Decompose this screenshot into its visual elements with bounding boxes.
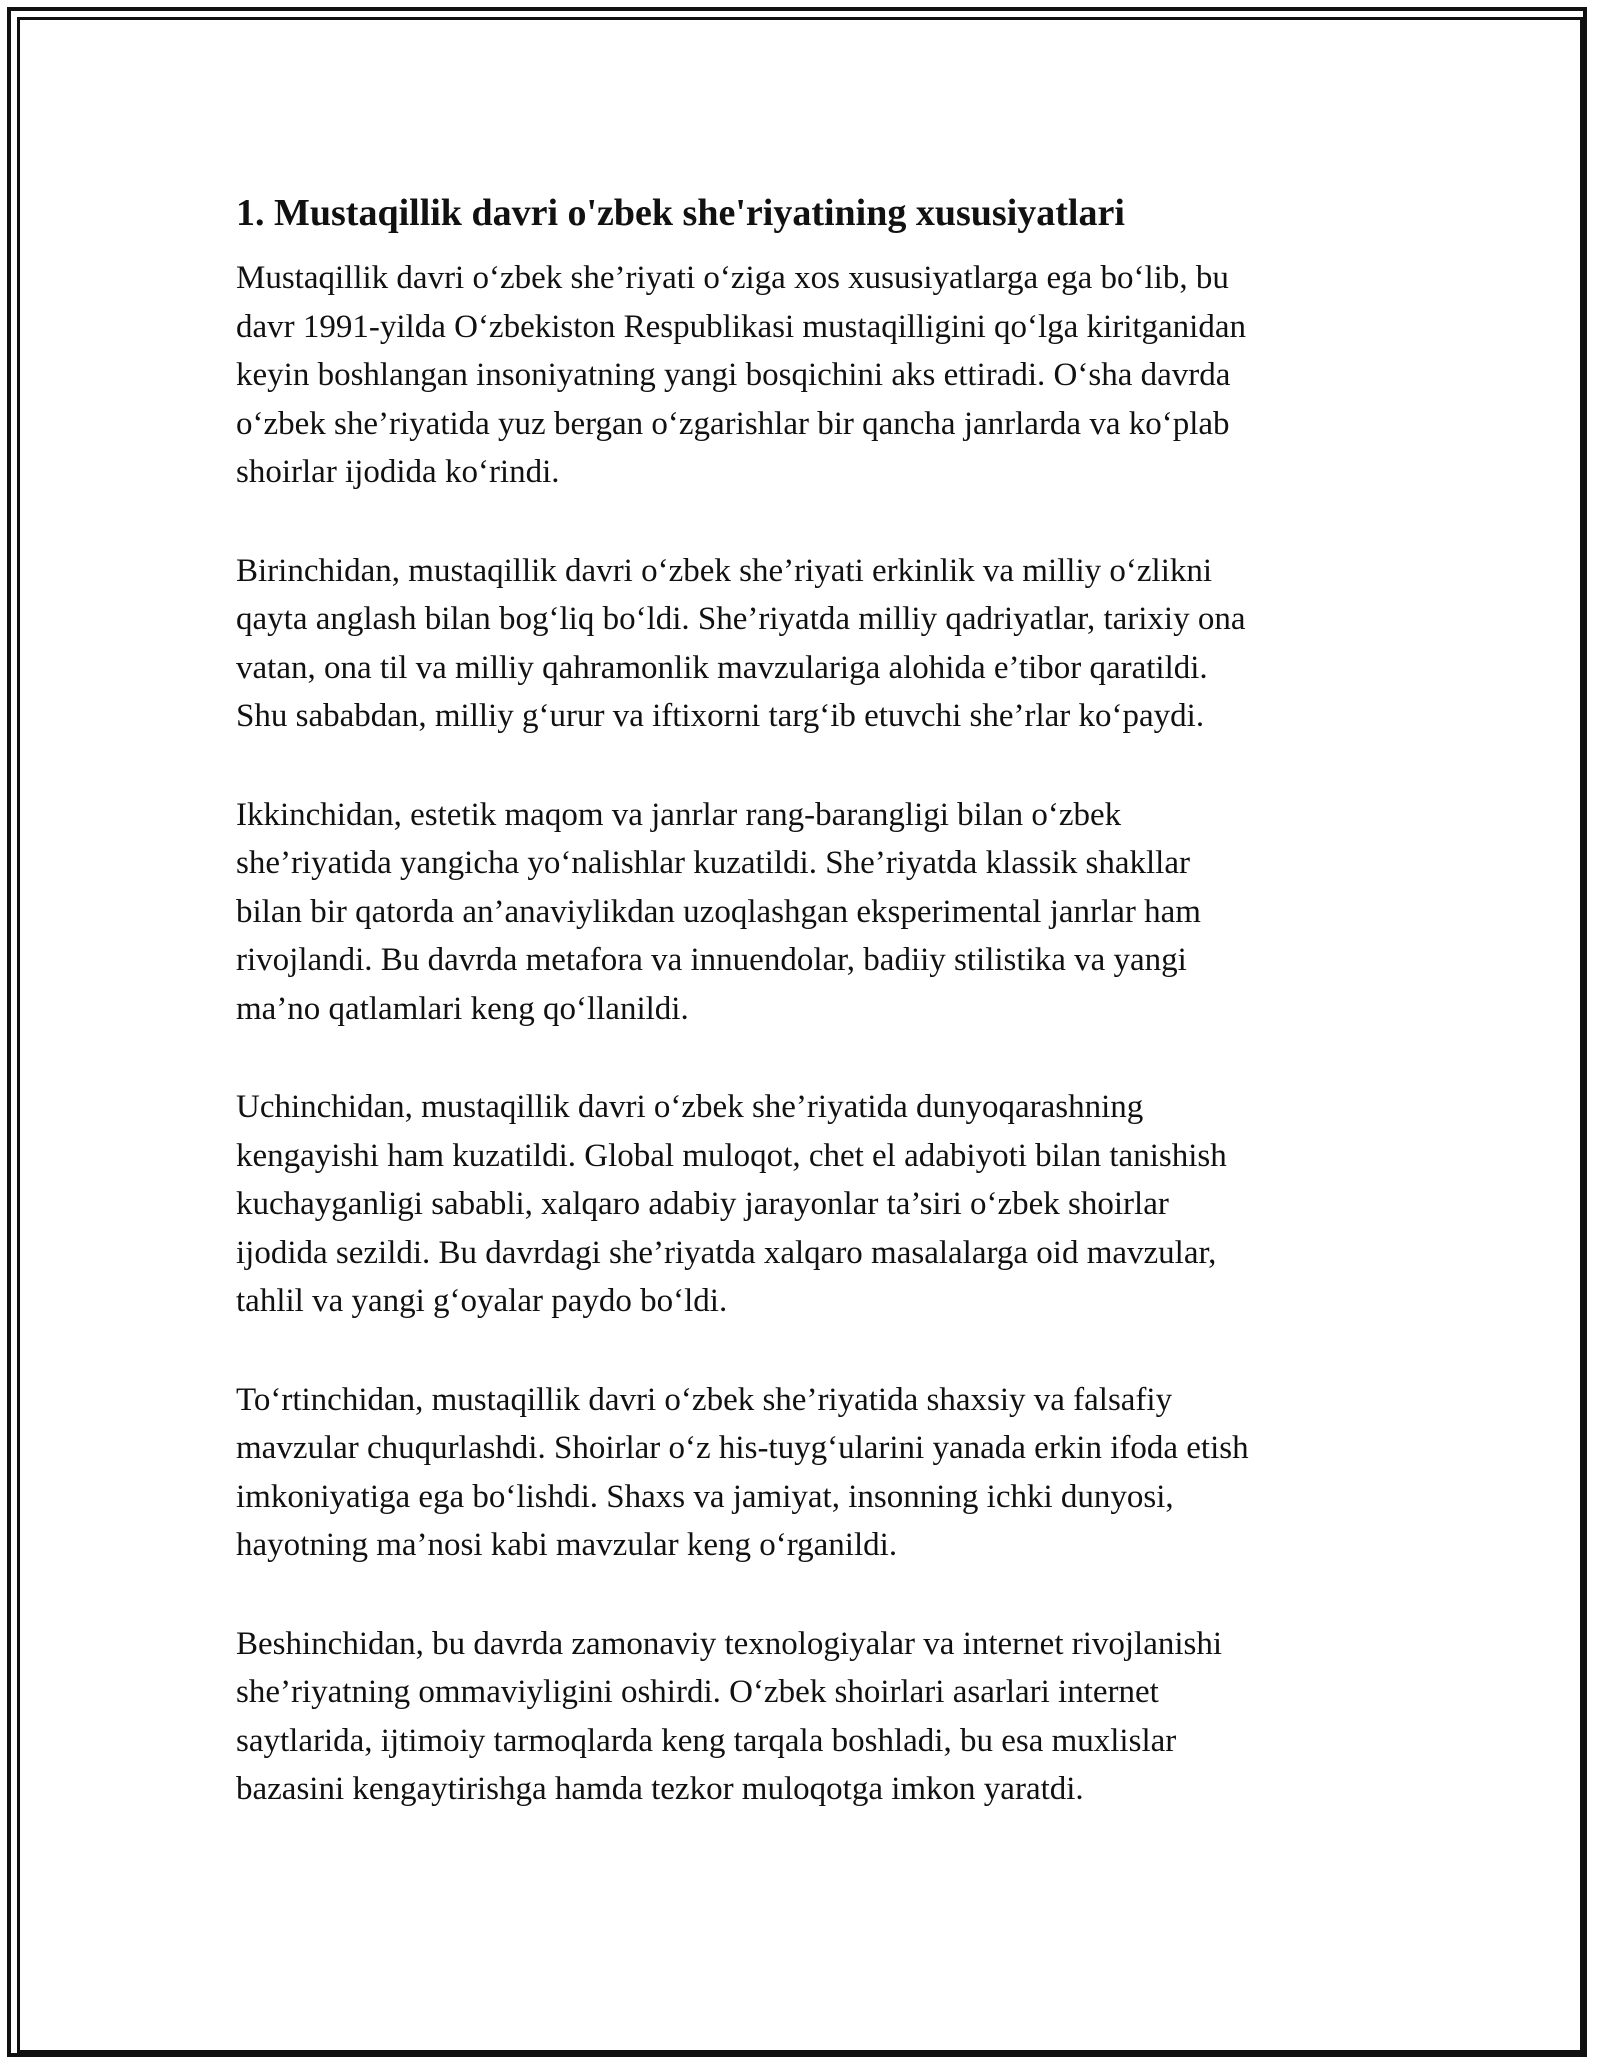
paragraph-line: bazasini kengaytirishga hamda tezkor muloqotga imkon yaratdi. — [236, 1771, 1084, 1807]
paragraph-line: she’riyatning ommaviyligini oshirdi. O‘zbek shoirlari asarlari internet — [236, 1674, 1159, 1710]
paragraph-line: rivojlandi. Bu davrda metafora va innuendolar, badiiy stilistika va yangi — [236, 942, 1187, 978]
paragraph-line: keyin boshlangan insoniyatning yangi bosqichini aks ettiradi. O‘sha davrda — [236, 357, 1231, 393]
paragraph-fourth — [236, 1376, 1366, 1570]
paragraph-line: Uchinchidan, mustaqillik davri o‘zbek she’riyatida dunyoqarashning — [236, 1089, 1144, 1125]
paragraph-line: o‘zbek she’riyatida yuz bergan o‘zgarishlar bir qancha janrlarda va ko‘plab — [236, 405, 1230, 442]
paragraph-intro — [236, 254, 1366, 497]
paragraph-line: bilan bir qatorda an’anaviylikdan uzoqlashgan eksperimental janrlar ham — [236, 893, 1201, 930]
paragraph-line: Beshinchidan, bu davrda zamonaviy texnologiyalar va internet rivojlanishi — [236, 1625, 1223, 1662]
paragraph-line: ma’no qatlamlari keng qo‘llanildi. — [236, 990, 689, 1027]
paragraph-line: imkoniyatiga ega bo‘lishdi. Shaxs va jamiyat, insonning ichki dunyosi, — [236, 1478, 1174, 1515]
paragraph-second — [236, 791, 1366, 1034]
paragraph-line: To‘rtinchidan, mustaqillik davri o‘zbek she’riyatida shaxsiy va falsafiy — [236, 1381, 1173, 1418]
paragraph-line: shoirlar ijodida ko‘rindi. — [236, 454, 560, 490]
paragraph-line: davr 1991-yilda O‘zbekiston Respublikasi mustaqilligini qo‘lga kiritganidan — [236, 308, 1246, 345]
paragraph-line: qayta anglash bilan bog‘liq bo‘ldi. She’riyatda milliy qadriyatlar, tarixiy ona — [236, 601, 1246, 637]
paragraph-line: kuchayganligi sababli, xalqaro adabiy jarayonlar ta’siri o‘zbek shoirlar — [236, 1186, 1169, 1222]
paragraph-line: kengayishi ham kuzatildi. Global muloqot, chet el adabiyoti bilan tanishish — [236, 1137, 1227, 1174]
paragraph-line: Mustaqillik davri o‘zbek she’riyati o‘ziga xos xususiyatlarga ega bo‘lib, bu — [236, 260, 1229, 296]
paragraph-line: mavzular chuqurlashdi. Shoirlar o‘z his-tuyg‘ularini yanada erkin ifoda etish — [236, 1430, 1249, 1466]
paragraph-third — [236, 1083, 1366, 1326]
paragraph-line: saytlarida, ijtimoiy tarmoqlarda keng tarqala boshladi, bu esa muxlislar — [236, 1722, 1177, 1759]
paragraph-line: Birinchidan, mustaqillik davri o‘zbek she’riyati erkinlik va milliy o‘zlikni — [236, 552, 1213, 589]
paragraph-line: she’riyatida yangicha yo‘nalishlar kuzatildi. She’riyatda klassik shakllar — [236, 845, 1190, 881]
paragraph-line: Shu sababdan, milliy g‘urur va iftixorni targ‘ib etuvchi she’rlar ko‘paydi. — [236, 698, 1205, 734]
paragraph-first — [236, 547, 1366, 741]
document-body — [236, 186, 1366, 1864]
paragraph-line: Ikkinchidan, estetik maqom va janrlar rang-barangligi bilan o‘zbek — [236, 796, 1122, 833]
document-title: 1. Mustaqillik davri o'zbek she'riyatining xususiyatlari — [236, 192, 1125, 234]
paragraph-line: vatan, ona til va milliy qahramonlik mavzulariga alohida e’tibor qaratildi. — [236, 649, 1208, 686]
paragraph-line: tahlil va yangi g‘oyalar paydo bo‘ldi. — [236, 1283, 728, 1319]
paragraph-line: ijodida sezildi. Bu davrdagi she’riyatda xalqaro masalalarga oid mavzular, — [236, 1234, 1217, 1271]
paragraph-fifth — [236, 1620, 1366, 1814]
paragraph-line: hayotning ma’nosi kabi mavzular keng o‘rganildi. — [236, 1527, 898, 1563]
